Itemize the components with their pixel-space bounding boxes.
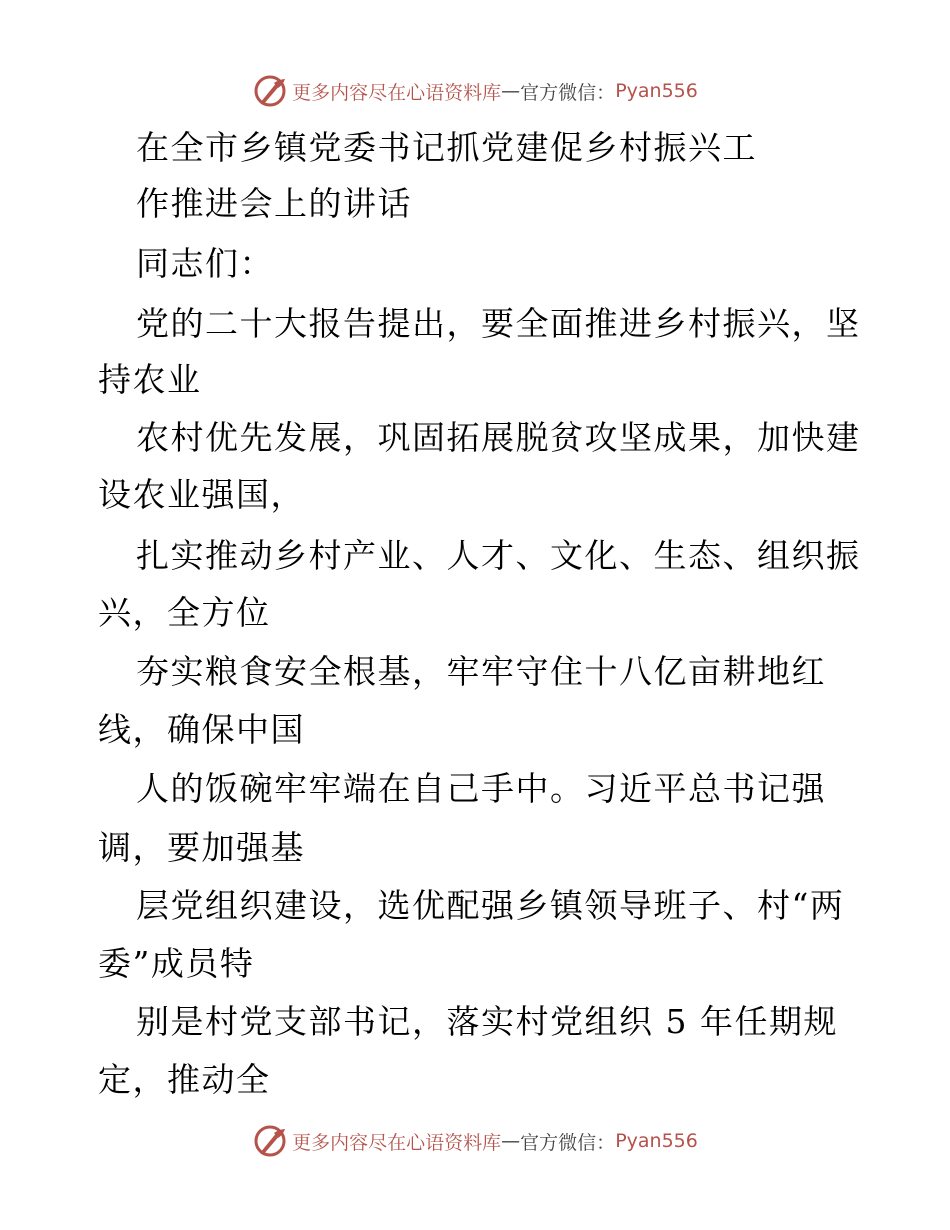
watermark-separator: — — [501, 1130, 521, 1152]
footer-watermark — [0, 1121, 950, 1161]
paragraph-line: 线，确保中国 — [98, 710, 305, 749]
watermark-wechat-id: Pyan556 — [615, 80, 698, 102]
paragraph-line: 设农业强国， — [98, 475, 305, 514]
paragraph-line: 委”成员特 — [98, 944, 255, 983]
paragraph-line: 层党组织建设，选优配强乡镇领导班子、村“两 — [136, 886, 845, 925]
watermark-suffix-text: 官方微信： — [520, 1131, 616, 1154]
watermark-wechat-id: Pyan556 — [615, 1130, 698, 1152]
watermark-brand-text: 更多内容尽在心语资料库 — [292, 81, 502, 104]
paragraph-line: 人的饭碗牢牢端在自己手中。习近平总书记强 — [136, 769, 826, 808]
paragraph-line: 调，要加强基 — [98, 828, 305, 867]
watermark-brand-text: 更多内容尽在心语资料库 — [292, 1131, 502, 1154]
paragraph-line: 扎实推动乡村产业、人才、文化、生态、组织振 — [136, 536, 861, 575]
paragraph-line: 别是村党支部书记，落实村党组织 5 年任期规 — [136, 1002, 838, 1041]
paragraph-line: 定，推动全 — [98, 1060, 271, 1099]
quill-seal-icon — [252, 1123, 288, 1159]
paragraph-line: 兴，全方位 — [98, 593, 271, 632]
header-watermark — [0, 71, 950, 111]
salutation: 同志们： — [136, 244, 274, 283]
watermark-separator: — — [501, 80, 521, 102]
paragraph-line: 农村优先发展，巩固拓展脱贫攻坚成果，加快建 — [136, 418, 861, 457]
paragraph-line: 持农业 — [98, 360, 202, 399]
paragraph-line: 党的二十大报告提出，要全面推进乡村振兴，坚 — [136, 304, 861, 343]
document-title-line-2: 作推进会上的讲话 — [136, 184, 412, 223]
document-title-line-1: 在全市乡镇党委书记抓党建促乡村振兴工 — [136, 128, 757, 167]
watermark-suffix-text: 官方微信： — [520, 81, 616, 104]
quill-seal-icon — [252, 73, 288, 109]
paragraph-line: 夯实粮食安全根基，牢牢守住十八亿亩耕地红 — [136, 652, 826, 691]
